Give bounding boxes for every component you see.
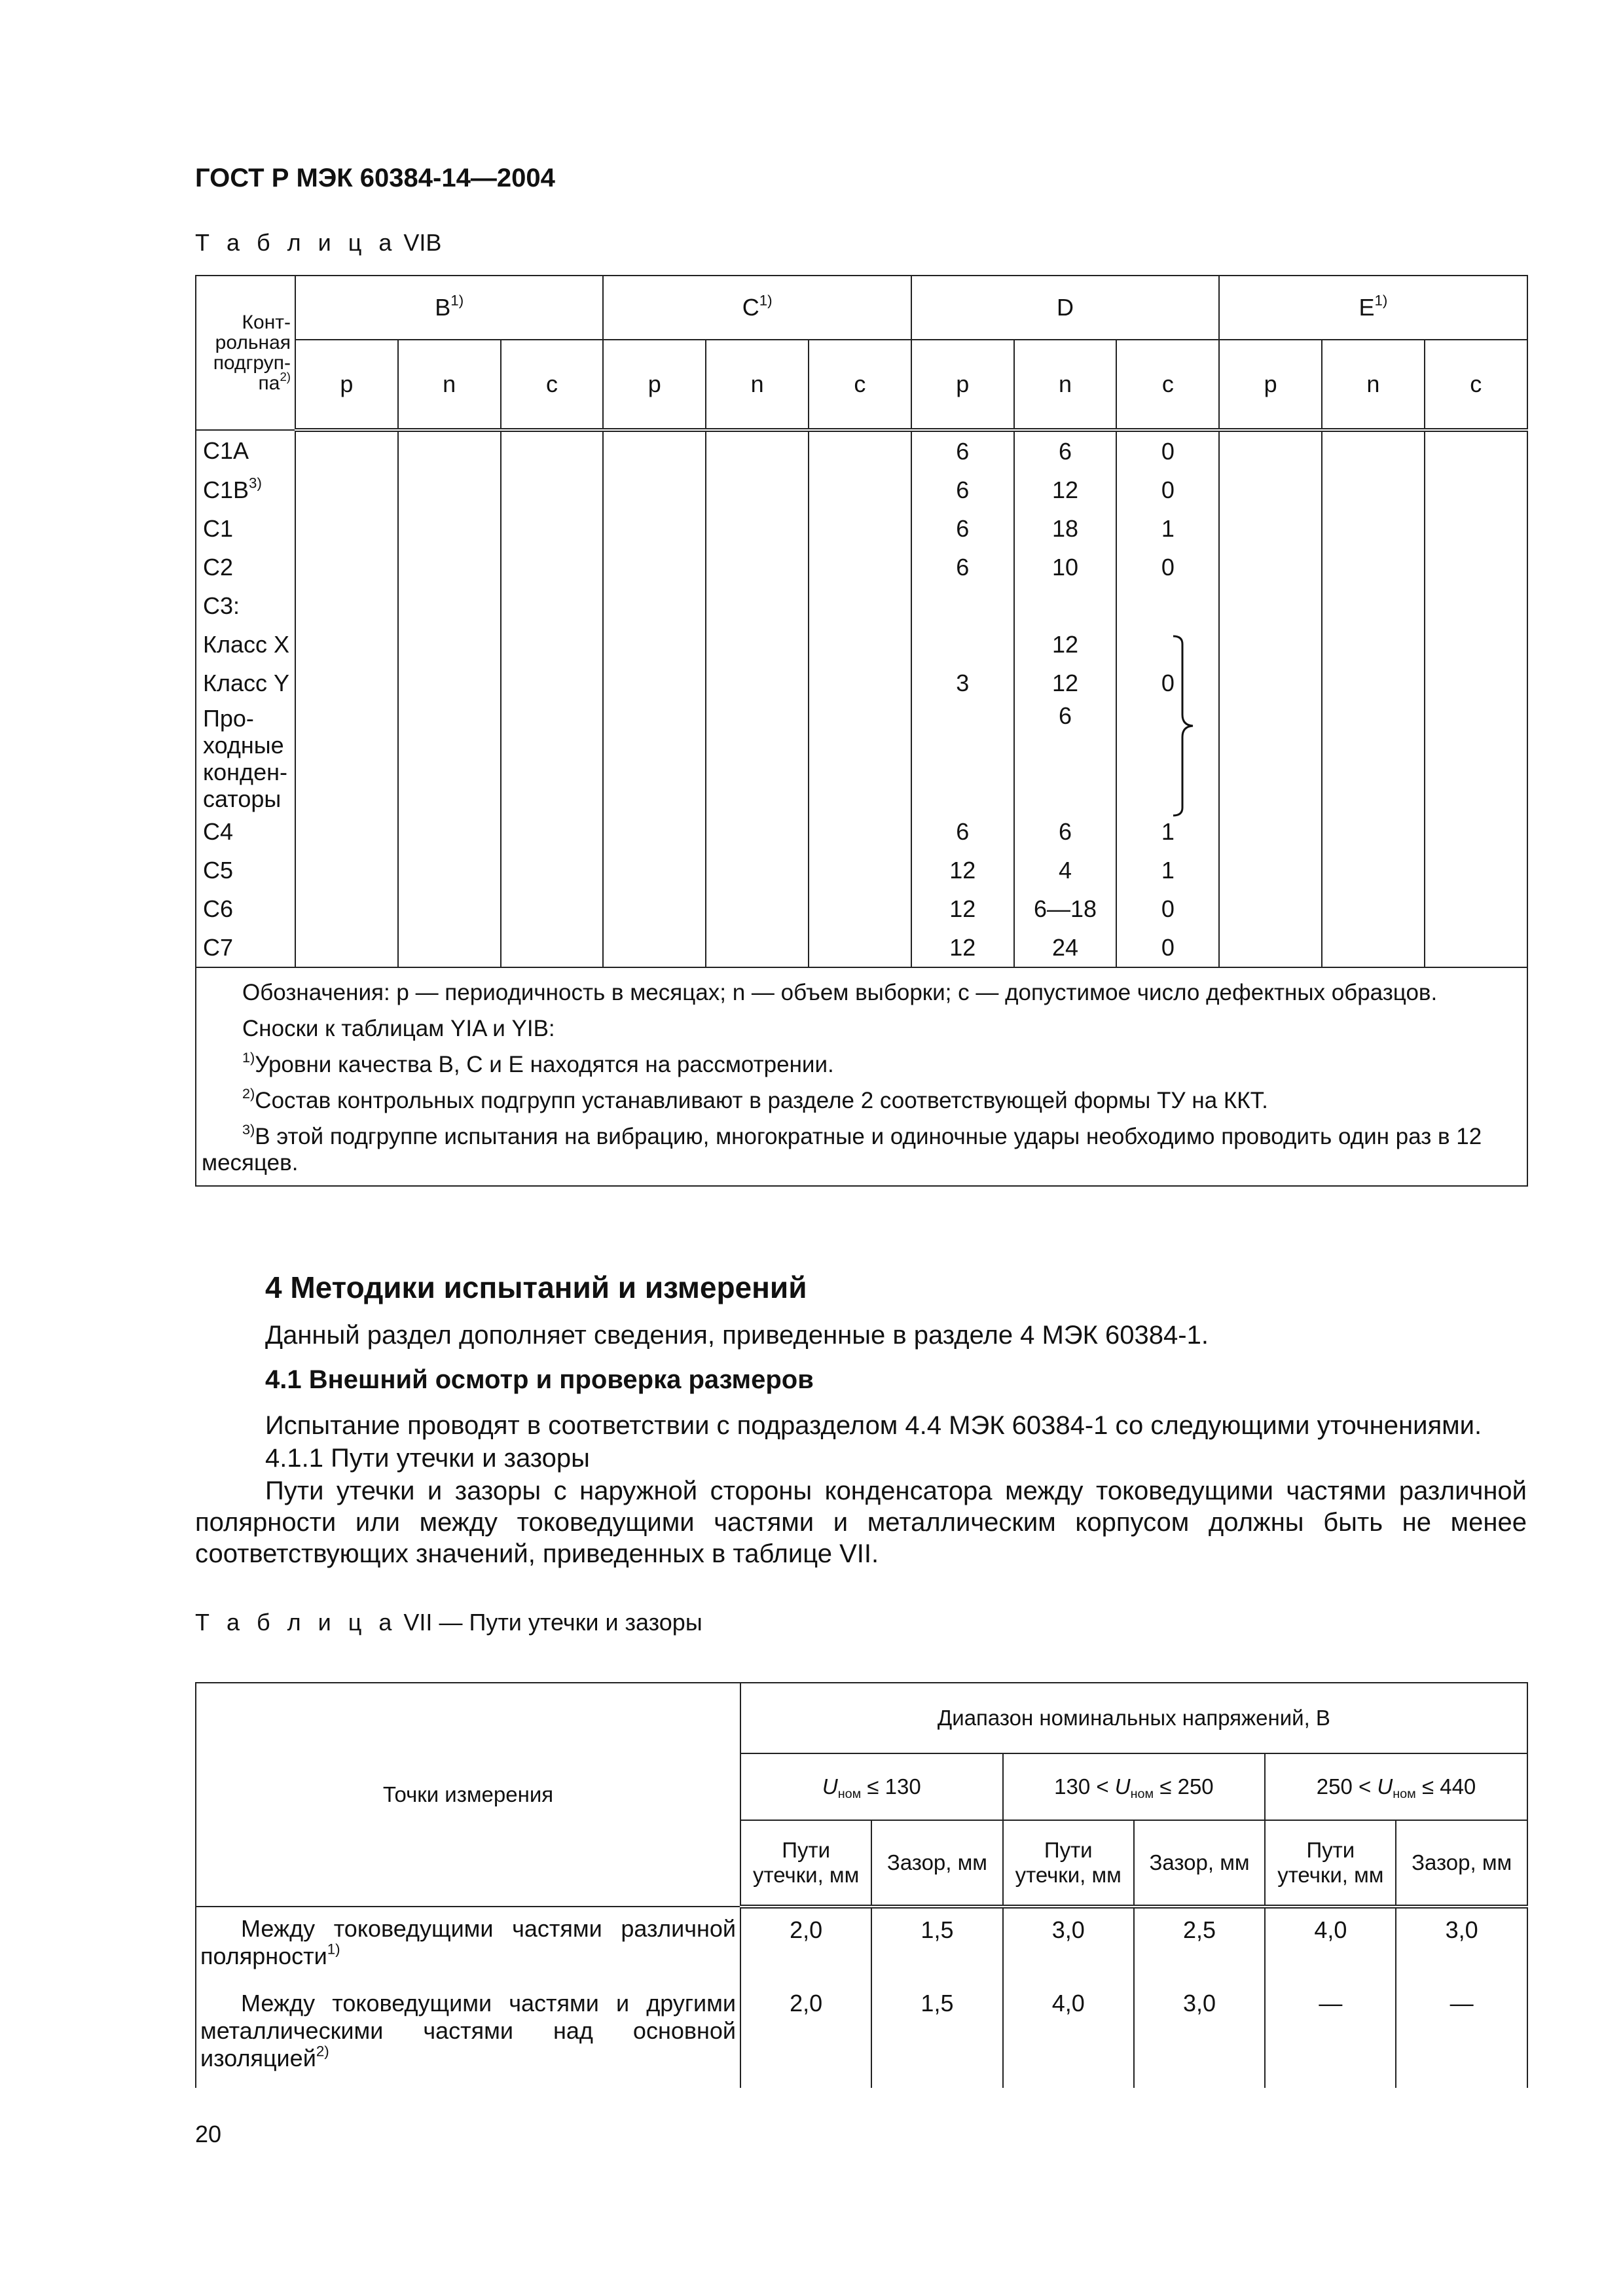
cell-n: 10 (1014, 548, 1117, 586)
cell (1219, 430, 1322, 471)
cell-p (911, 702, 1014, 812)
caption-word: Т а б л и ц а (195, 1609, 397, 1636)
caption-word: Т а б л и ц а (195, 229, 397, 256)
table-row (196, 812, 1527, 851)
row-label: C5 (196, 851, 295, 889)
cell (501, 928, 604, 967)
cell (1425, 928, 1527, 967)
cell-c: 0 (1116, 471, 1219, 509)
cell-c: 0 (1116, 548, 1219, 586)
cell-value: 1,5 (871, 1907, 1002, 1982)
cell (603, 471, 706, 509)
cell (706, 928, 809, 967)
cell-value: 3,0 (1134, 1982, 1265, 2088)
cell-c: 0 (1116, 430, 1219, 471)
cell-n: 4 (1014, 851, 1117, 889)
table-row (196, 586, 1527, 625)
cell-p: 12 (911, 851, 1014, 889)
sub-c: c (1116, 340, 1219, 430)
cell (295, 625, 398, 664)
cell (1425, 889, 1527, 928)
cell (1322, 812, 1425, 851)
cell-value: 2,0 (740, 1907, 871, 1982)
cell-n: 6 (1014, 812, 1117, 851)
table-row (196, 702, 1527, 812)
sub-n: n (1014, 340, 1117, 430)
footnote-1: $^{1)}$Уровни качества B, C и E находятся на рассмотрении. (242, 1049, 834, 1077)
cell (1219, 889, 1322, 928)
cell-p: 6 (911, 812, 1014, 851)
cell-value: 3,0 (1396, 1907, 1527, 1982)
creepage-header: Пути утечки, мм (740, 1820, 871, 1907)
cell-p (911, 586, 1014, 625)
cell (501, 509, 604, 548)
cell (295, 586, 398, 625)
cell (1425, 702, 1527, 812)
cell-value: 3,0 (1003, 1907, 1134, 1982)
cell (809, 889, 911, 928)
creepage-header: Пути утечки, мм (1003, 1820, 1134, 1907)
cell (1425, 625, 1527, 664)
cell (1322, 889, 1425, 928)
row-label: Класс X (196, 625, 295, 664)
cell (706, 509, 809, 548)
row-label: C7 (196, 928, 295, 967)
creepage-header: Пути утечки, мм (1265, 1820, 1396, 1907)
sub-p: p (1219, 340, 1322, 430)
cell (295, 702, 398, 812)
cell-c: 1 (1116, 812, 1219, 851)
cell (809, 430, 911, 471)
corner-sup: 2) (280, 369, 291, 384)
cell (1219, 702, 1322, 812)
level-d-header: D (911, 276, 1219, 340)
cell (398, 664, 501, 702)
cell-p: 6 (911, 509, 1014, 548)
table-row (196, 889, 1527, 928)
footnotes-title: Сноски к таблицам YIA и YIB: (242, 1016, 555, 1041)
cell (501, 430, 604, 471)
cell (398, 812, 501, 851)
cell (809, 625, 911, 664)
cell (706, 471, 809, 509)
cell-p: 6 (911, 548, 1014, 586)
cell (603, 625, 706, 664)
range-1-header: $U_{ном} \le 130$ (740, 1753, 1003, 1820)
cell-n (1014, 586, 1117, 625)
table-vii (195, 1682, 1528, 2088)
sub-n: n (706, 340, 809, 430)
cell (1322, 851, 1425, 889)
cell-n: 6 (1014, 702, 1117, 812)
paragraph-line-3: соответствующих значений, приведенных в таблице VII. (195, 1539, 879, 1568)
table-row (196, 928, 1527, 967)
curly-brace (1171, 635, 1197, 817)
cell-value: 2,0 (740, 1982, 871, 2088)
cell (603, 702, 706, 812)
cell (398, 509, 501, 548)
row-label: C6 (196, 889, 295, 928)
cell (501, 548, 604, 586)
cell (809, 702, 911, 812)
cell (1219, 625, 1322, 664)
cell (1322, 928, 1425, 967)
cell (1425, 812, 1527, 851)
row-label: C4 (196, 812, 295, 851)
range-3-header: $250 < U_{ном} \le 440$ (1265, 1753, 1527, 1820)
row-description: Между токоведущими частями и другими металлическими частями над основной изоляцией$^{2)}$ (196, 1982, 740, 2088)
row-label: Про- ходные конден- саторы (196, 702, 295, 812)
cell-p: 3 (911, 664, 1014, 702)
points-header: Точки измерения (196, 1683, 740, 1907)
cell-c (1116, 702, 1219, 812)
cell (1425, 664, 1527, 702)
cell (501, 851, 604, 889)
cell (398, 851, 501, 889)
cell (706, 430, 809, 471)
document-id: ГОСТ Р МЭК 60384-14—2004 (195, 164, 555, 192)
cell-c: 1 (1116, 851, 1219, 889)
cell-value: 2,5 (1134, 1907, 1265, 1982)
table-row (196, 509, 1527, 548)
sub-c: c (809, 340, 911, 430)
clearance-header: Зазор, мм (1396, 1820, 1527, 1907)
cell (603, 664, 706, 702)
cell (809, 586, 911, 625)
cell-n: 24 (1014, 928, 1117, 967)
cell (706, 548, 809, 586)
cell (1219, 548, 1322, 586)
footnote-2: $^{2)}$Состав контрольных подгрупп устанавливают в разделе 2 соответствующей формы ТУ на ККТ. (242, 1085, 1268, 1113)
table-row (196, 851, 1527, 889)
cell (1322, 548, 1425, 586)
cell (809, 851, 911, 889)
footnote-3: $^{3)}$В этой подгруппе испытания на вибрацию, многократные и одиночные удары необходимо проводить один раз в 12 месяцев. (202, 1121, 1482, 1175)
cell-n: 12 (1014, 664, 1117, 702)
cell-n: 12 (1014, 471, 1117, 509)
cell (1425, 430, 1527, 471)
cell (706, 851, 809, 889)
cell (1425, 471, 1527, 509)
cell (603, 851, 706, 889)
cell (295, 812, 398, 851)
voltage-range-header: Диапазон номинальных напряжений, В (740, 1683, 1527, 1753)
cell (706, 889, 809, 928)
table-vib-notes (196, 967, 1527, 1186)
cell (1219, 851, 1322, 889)
cell (295, 548, 398, 586)
page-number: 20 (195, 2121, 222, 2147)
section-4-intro: Данный раздел дополняет сведения, приведенные в разделе 4 МЭК 60384-1. (265, 1321, 1209, 1350)
table-row (196, 1982, 1527, 2088)
cell (603, 430, 706, 471)
cell-n: 6 (1014, 430, 1117, 471)
cell (809, 928, 911, 967)
cell (398, 702, 501, 812)
table-row (196, 664, 1527, 702)
cell-n: 12 (1014, 625, 1117, 664)
sub-n: n (398, 340, 501, 430)
section-4-title: 4 Методики испытаний и измерений (265, 1270, 807, 1304)
cell-value: 4,0 (1003, 1982, 1134, 2088)
table-vib-caption (195, 229, 441, 257)
cell (706, 664, 809, 702)
sub-c: c (501, 340, 604, 430)
paragraph-line-1: Пути утечки и зазоры с наружной стороны конденсатора между токоведущими частями различной (265, 1477, 1527, 1505)
cell-value: — (1396, 1982, 1527, 2088)
cell (1425, 851, 1527, 889)
cell-c: 0 (1116, 928, 1219, 967)
sub-p: p (911, 340, 1014, 430)
caption-id: VIB (403, 229, 442, 256)
cell-p (911, 625, 1014, 664)
row-label: Класс Y (196, 664, 295, 702)
cell (1219, 586, 1322, 625)
cell (1219, 812, 1322, 851)
cell (398, 548, 501, 586)
cell (1322, 664, 1425, 702)
caption-rest: VII — Пути утечки и зазоры (403, 1609, 702, 1636)
cell (398, 889, 501, 928)
cell (809, 664, 911, 702)
cell (501, 625, 604, 664)
row-label: C1A (196, 430, 295, 471)
level-c-header: $C^{1)}$ (603, 276, 911, 340)
subsection-4-1-title: 4.1 Внешний осмотр и проверка размеров (265, 1365, 814, 1394)
cell (398, 471, 501, 509)
cell (603, 509, 706, 548)
sub-n: n (1322, 340, 1425, 430)
cell-c: 0 (1116, 664, 1219, 702)
cell (1219, 471, 1322, 509)
table-row (196, 471, 1527, 509)
cell (603, 928, 706, 967)
cell (809, 812, 911, 851)
subsection-4-1-text: Испытание проводят в соответствии с подразделом 4.4 МЭК 60384-1 со следующими уточнениями. (265, 1411, 1482, 1440)
cell-value: 4,0 (1265, 1907, 1396, 1982)
cell (603, 812, 706, 851)
cell (1322, 702, 1425, 812)
corner-header (196, 276, 295, 430)
cell (295, 471, 398, 509)
cell (809, 471, 911, 509)
cell-value: — (1265, 1982, 1396, 2088)
row-label: C3: (196, 586, 295, 625)
cell (1425, 548, 1527, 586)
cell (706, 702, 809, 812)
cell-p: 6 (911, 471, 1014, 509)
cell (501, 889, 604, 928)
table-row (196, 1907, 1527, 1982)
cell (501, 664, 604, 702)
cell (501, 702, 604, 812)
table-vii-caption (195, 1609, 702, 1636)
cell-p: 6 (911, 430, 1014, 471)
cell (501, 812, 604, 851)
cell-n: 6—18 (1014, 889, 1117, 928)
row-description: Между токоведущими частями различной полярности$^{1)}$ (196, 1907, 740, 1982)
cell-c (1116, 625, 1219, 664)
cell (603, 889, 706, 928)
row-label: C1 (196, 509, 295, 548)
subsection-4-1-1-title: 4.1.1 Пути утечки и зазоры (265, 1444, 590, 1473)
cell-c: 0 (1116, 889, 1219, 928)
clearance-header: Зазор, мм (871, 1820, 1002, 1907)
cell (1322, 586, 1425, 625)
cell (1322, 471, 1425, 509)
cell (706, 625, 809, 664)
cell (1322, 509, 1425, 548)
sub-c: c (1425, 340, 1527, 430)
table-vib-body (196, 430, 1527, 967)
cell (295, 928, 398, 967)
cell (295, 430, 398, 471)
cell (1425, 586, 1527, 625)
cell (1322, 625, 1425, 664)
cell-c (1116, 586, 1219, 625)
table-row (196, 548, 1527, 586)
level-b-header: $B^{1)}$ (295, 276, 603, 340)
cell (1219, 928, 1322, 967)
level-e-header: $E^{1)}$ (1219, 276, 1527, 340)
cell (1219, 509, 1322, 548)
cell-n: 18 (1014, 509, 1117, 548)
cell (501, 471, 604, 509)
cell-p: 12 (911, 889, 1014, 928)
cell (295, 851, 398, 889)
row-label: $C1B^{3)}$ (196, 471, 295, 509)
cell (809, 548, 911, 586)
corner-label: Конт- рольная подгруп- па (213, 312, 291, 394)
cell-p: 12 (911, 928, 1014, 967)
cell (295, 664, 398, 702)
cell (295, 889, 398, 928)
paragraph-line-2: полярности или между токоведущими частями и металлическим корпусом должны быть не менее (195, 1508, 1527, 1537)
row-label: C2 (196, 548, 295, 586)
legend-note: Обозначения: p — периодичность в месяцах; n — объем выборки; c — допустимое число дефектных образцов. (242, 980, 1438, 1005)
table-vib (195, 275, 1528, 1187)
cell (706, 586, 809, 625)
cell (398, 430, 501, 471)
cell (398, 928, 501, 967)
cell (501, 586, 604, 625)
cell (1425, 509, 1527, 548)
cell (706, 812, 809, 851)
sub-p: p (603, 340, 706, 430)
cell (398, 586, 501, 625)
cell (1322, 430, 1425, 471)
cell (603, 586, 706, 625)
table-row (196, 430, 1527, 471)
cell (809, 509, 911, 548)
cell (295, 509, 398, 548)
cell-value: 1,5 (871, 1982, 1002, 2088)
table-row (196, 625, 1527, 664)
sub-p: p (295, 340, 398, 430)
cell-c: 1 (1116, 509, 1219, 548)
cell (603, 548, 706, 586)
range-2-header: $130 < U_{ном} \le 250$ (1003, 1753, 1266, 1820)
clearance-header: Зазор, мм (1134, 1820, 1265, 1907)
cell (398, 625, 501, 664)
cell (1219, 664, 1322, 702)
